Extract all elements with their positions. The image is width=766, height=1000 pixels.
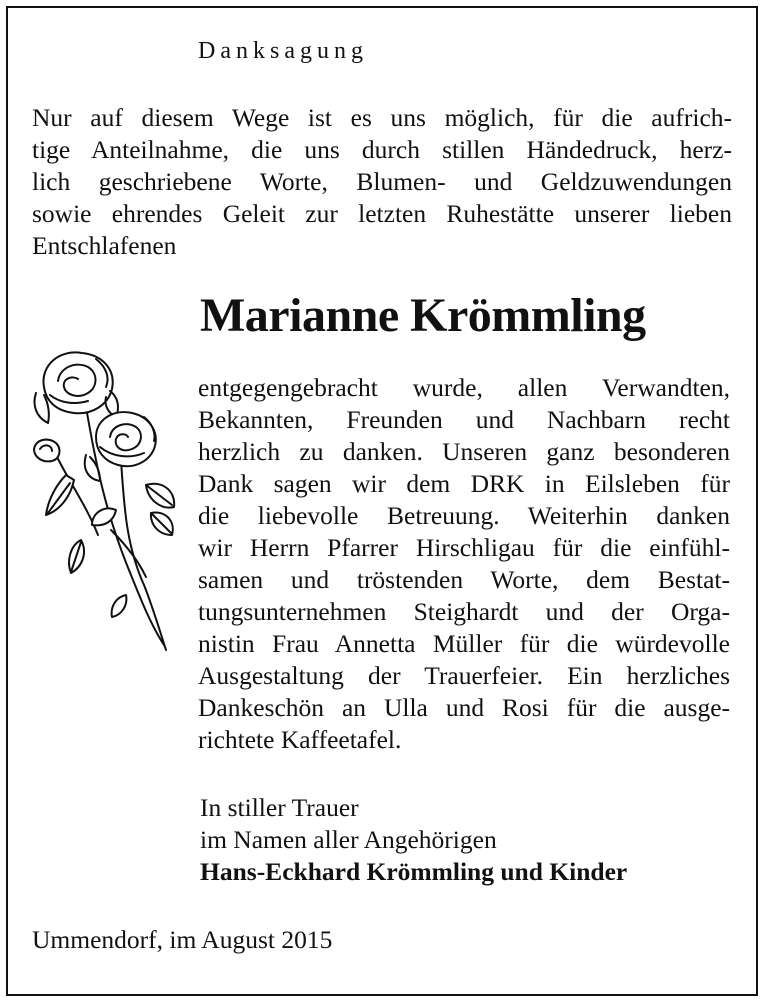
signature-family: Hans-Eckhard Krömmling und Kinder [200, 857, 628, 886]
heading: Danksagung [198, 38, 368, 64]
body-line: richtete Kaffeetafel. [198, 725, 402, 754]
place-date: Ummendorf, im August 2015 [32, 925, 333, 954]
intro-line: sowie ehrendes Geleit zur letzten Ruhestätte unserer lieben [32, 199, 732, 228]
body-line: nistin Frau Annetta Müller für die würdevolle [198, 629, 730, 658]
body-line: Bekannten, Freunden und Nachbarn recht [198, 405, 730, 434]
signature-line: In stiller Trauer [200, 793, 359, 822]
roses-illustration [26, 345, 186, 660]
intro-line: Nur auf diesem Wege ist es uns möglich, für die aufrich- [32, 103, 732, 132]
body-line: herzlich zu danken. Unseren ganz besonderen [198, 437, 730, 466]
body-line: die liebevolle Betreuung. Weiterhin danken [198, 501, 730, 530]
intro-line: tige Anteilnahme, die uns durch stillen Händedruck, herz- [32, 135, 732, 164]
body-line: samen und tröstenden Worte, dem Bestat- [198, 565, 730, 594]
body-line: Dank sagen wir dem DRK in Eilsleben für [198, 469, 730, 498]
body-line: entgegengebracht wurde, allen Verwandten, [198, 373, 730, 402]
intro-line: Entschlafenen [32, 231, 177, 260]
deceased-name: Marianne Krömmling [200, 289, 646, 342]
body-line: Ausgestaltung der Trauerfeier. Ein herzliches [198, 661, 730, 690]
body-line: wir Herrn Pfarrer Hirschligau für die einfühl- [198, 533, 730, 562]
intro-line: lich geschriebene Worte, Blumen- und Geldzuwendungen [32, 167, 732, 196]
body-line: tungsunternehmen Steighardt und der Orga- [198, 597, 730, 626]
signature-line: im Namen aller Angehörigen [200, 825, 497, 854]
body-line: Dankeschön an Ulla und Rosi für die ausge- [198, 693, 730, 722]
